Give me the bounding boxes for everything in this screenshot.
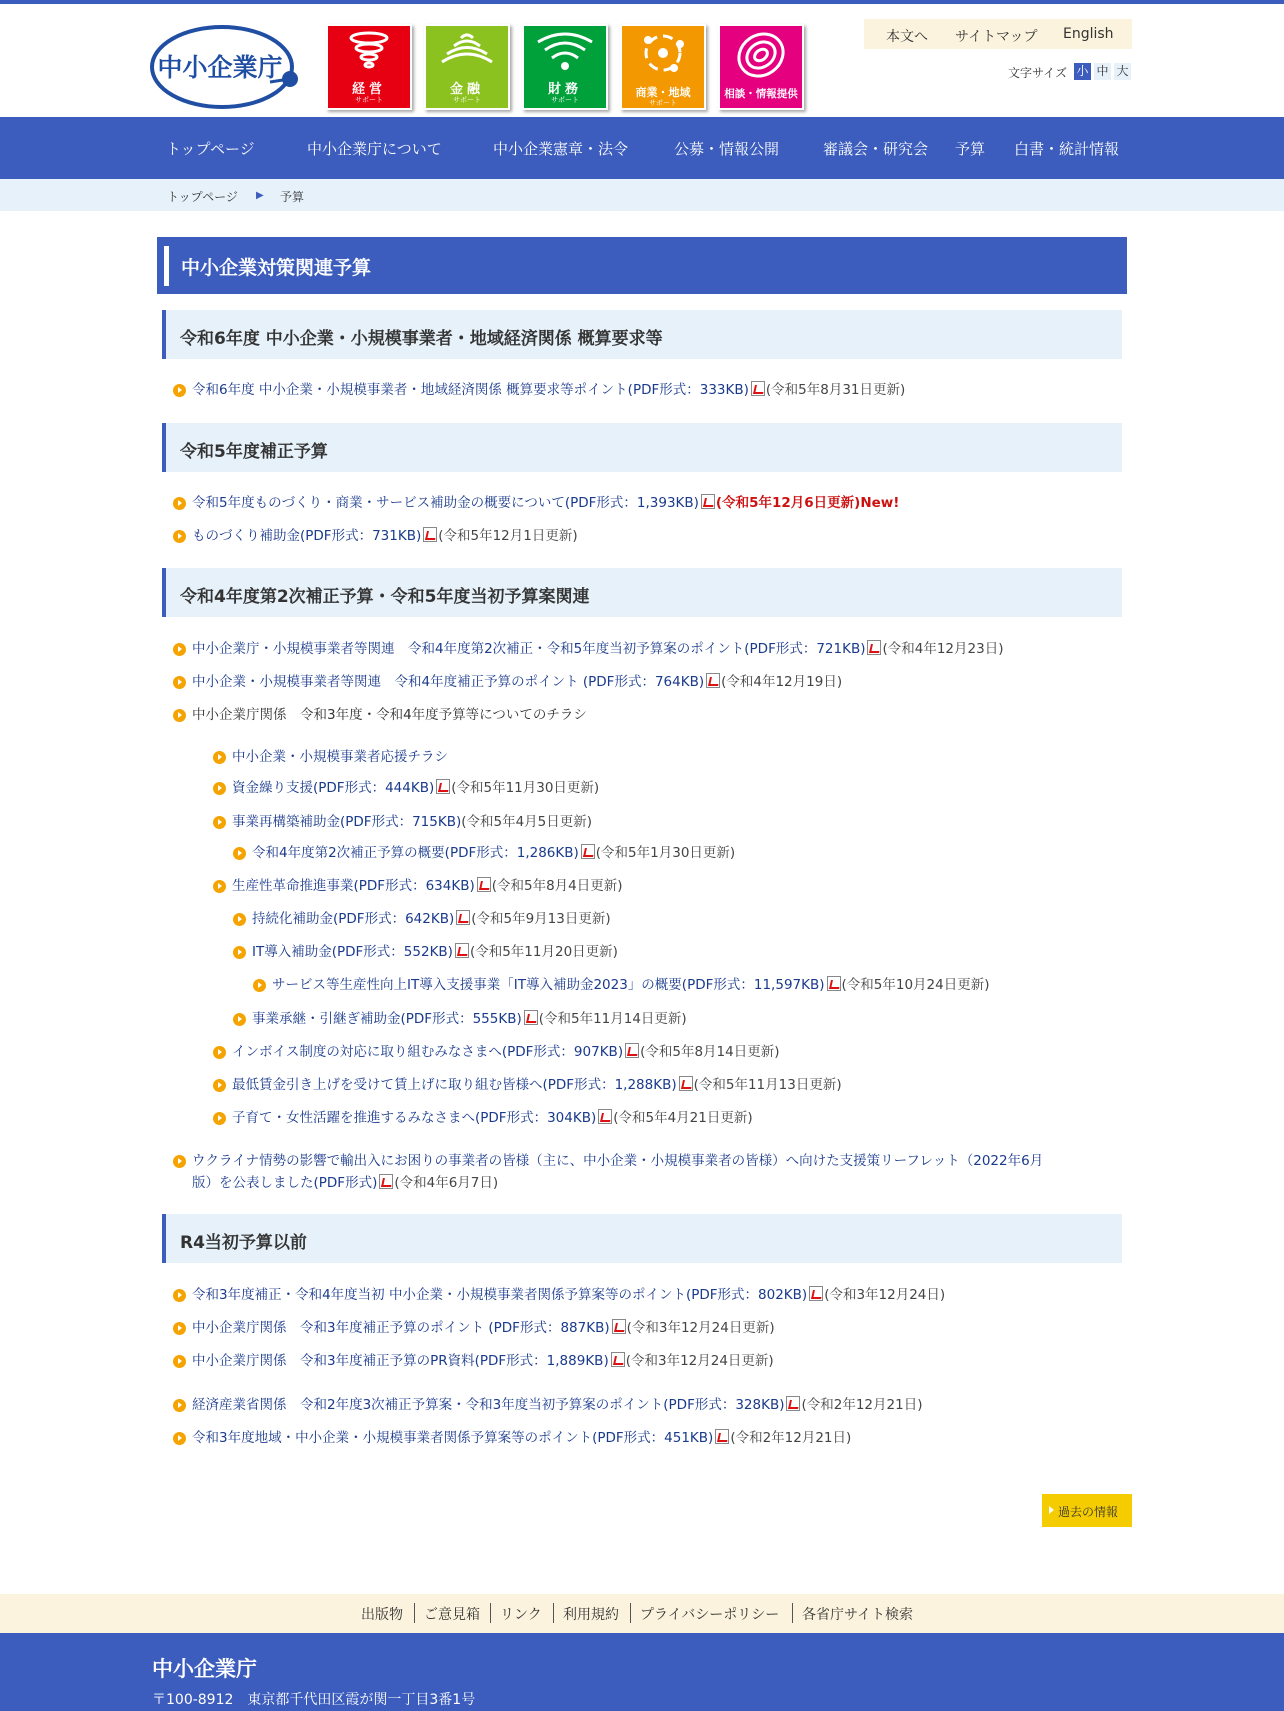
bullet-arrow-icon: [213, 1079, 226, 1092]
list-item: [232, 811, 592, 833]
tile-label: 経営: [351, 82, 386, 97]
pdf-icon: [827, 976, 841, 991]
update-date: (令和5年11月13日更新): [693, 1077, 842, 1093]
bullet-arrow-icon: [233, 913, 246, 926]
group-label: 中小企業庁関係 令和3年度・令和4年度予算等についてのチラシ: [192, 707, 587, 723]
update-date: (令和5年11月20日更新): [469, 944, 618, 960]
footer-links: [0, 1594, 1284, 1633]
list-item: [232, 777, 599, 799]
logo-text: 中小企業庁: [157, 53, 283, 82]
document-link[interactable]: 事業承継・引継ぎ補助金(PDF形式：555KB): [252, 1011, 522, 1027]
footer-divider: [553, 1603, 554, 1623]
update-date: (令和5年10月24日更新): [841, 977, 990, 993]
footer-link-links[interactable]: リンク: [500, 1607, 542, 1623]
list-item: [232, 746, 448, 768]
pdf-icon: [679, 1076, 693, 1091]
section-heading: [162, 423, 1122, 472]
arrow-right-icon: [1049, 1506, 1054, 1514]
pdf-icon: [809, 1286, 823, 1301]
list-item: [192, 1284, 945, 1306]
document-link[interactable]: 最低賃金引き上げを受けて賃上げに取り組む皆様へ(PDF形式：1,288KB): [232, 1077, 677, 1093]
pdf-icon: [477, 877, 491, 892]
tile-sublabel: サポート: [453, 96, 481, 104]
document-link[interactable]: 中小企業・小規模事業者応援チラシ: [232, 749, 448, 765]
tile-commerce-region-support[interactable]: [620, 24, 706, 110]
breadcrumb-current: 予算: [280, 190, 305, 204]
tile-sublabel: サポート: [551, 96, 579, 104]
footer-divider: [630, 1603, 631, 1623]
document-link[interactable]: 子育て・女性活躍を推進するみなさまへ(PDF形式：304KB): [232, 1110, 597, 1126]
pdf-icon: [786, 1396, 800, 1411]
font-size-large-button[interactable]: 大: [1114, 63, 1131, 80]
bullet-arrow-icon: [173, 1155, 186, 1168]
bullet-arrow-icon: [213, 1112, 226, 1125]
tile-finance-support[interactable]: [424, 24, 510, 110]
global-nav: [0, 117, 1284, 179]
target-rings-icon: [720, 26, 802, 84]
update-date: (令和5年8月4日更新): [491, 878, 623, 894]
document-link[interactable]: 中小企業・小規模事業者等関連 令和4年度補正予算のポイント (PDF形式：764KB): [192, 674, 705, 690]
document-link[interactable]: 令和5年度ものづくり・商業・サービス補助金の概要について(PDF形式：1,393KB): [192, 495, 699, 511]
bullet-arrow-icon: [173, 384, 186, 397]
page-title-banner: [157, 237, 1127, 294]
footer-address: 〒100-8912 東京都千代田区霞が関一丁目3番1号: [152, 1692, 476, 1708]
list-item: [192, 1350, 774, 1372]
document-link[interactable]: IT導入補助金(PDF形式：552KB): [252, 944, 453, 960]
pdf-icon: [524, 1010, 538, 1025]
document-link[interactable]: 令和4年度第2次補正予算の概要(PDF形式：1,286KB): [252, 845, 579, 861]
tile-sublabel: サポート: [355, 96, 383, 104]
document-link[interactable]: ウクライナ情勢の影響で輸出入にお困りの事業者の皆様（主に、中小企業・小規模事業者の皆様）へ向けた支援策リーフレット（2022年6月: [192, 1153, 1044, 1169]
tile-management-support[interactable]: [326, 24, 412, 110]
pdf-icon: [612, 1319, 626, 1334]
update-date: (令和5年11月14日更新): [538, 1011, 687, 1027]
list-item: [192, 1394, 922, 1416]
document-link[interactable]: 生産性革命推進事業(PDF形式：634KB): [232, 878, 475, 894]
nav-item-councils[interactable]: 審議会・研究会: [823, 140, 929, 158]
list-item: [232, 1074, 842, 1096]
bullet-arrow-icon: [173, 1399, 186, 1412]
nav-item-public-info[interactable]: 公募・情報公開: [674, 140, 780, 158]
pdf-icon: [867, 640, 881, 655]
document-link[interactable]: 経済産業省関係 令和2年度3次補正予算案・令和3年度当初予算案のポイント(PDF形式：328KB): [192, 1397, 785, 1413]
list-item: [252, 842, 735, 864]
update-date: (令和3年12月24日更新): [626, 1320, 775, 1336]
pdf-icon: [455, 943, 469, 958]
nav-item-top[interactable]: トップページ: [166, 140, 255, 158]
pdf-icon: [611, 1352, 625, 1367]
font-size-small-button[interactable]: 小: [1074, 63, 1091, 80]
pdf-icon: [456, 910, 470, 925]
skip-to-content-link[interactable]: 本文へ: [886, 29, 928, 45]
footer-link-publications[interactable]: 出版物: [361, 1607, 403, 1623]
pdf-icon: [715, 1429, 729, 1444]
bullet-arrow-icon: [173, 497, 186, 510]
english-link[interactable]: English: [1063, 26, 1114, 42]
document-link[interactable]: 資金繰り支援(PDF形式：444KB): [232, 780, 435, 796]
site-logo[interactable]: [150, 24, 300, 110]
update-date: (令和4年6月7日): [394, 1175, 499, 1191]
list-item: [232, 1041, 779, 1063]
past-info-button[interactable]: [1042, 1494, 1132, 1527]
list-item: [192, 704, 587, 726]
pdf-icon: [706, 673, 720, 688]
document-link[interactable]: 版）を公表しました(PDF形式): [192, 1175, 378, 1191]
bullet-arrow-icon: [173, 676, 186, 689]
list-item: [252, 941, 618, 963]
pdf-icon: [436, 779, 450, 794]
update-date: (令和5年8月14日更新): [640, 1044, 780, 1060]
footer-link-ministry-search[interactable]: 各省庁サイト検索: [802, 1607, 914, 1623]
breadcrumb-home-link[interactable]: トップページ: [167, 190, 238, 204]
document-link[interactable]: インボイス制度の対応に取り組むみなさまへ(PDF形式：907KB): [232, 1044, 624, 1060]
tile-label: 財務: [547, 82, 582, 97]
update-date: (令和5年8月31日更新): [765, 382, 906, 398]
section-title: 令和6年度 中小企業・小規模事業者・地域経済関係 概算要求等: [180, 329, 663, 349]
list-item: [192, 492, 899, 514]
signal-waves-icon: [524, 26, 606, 76]
list-item: [192, 638, 1003, 660]
bullet-arrow-icon: [233, 847, 246, 860]
section-title: 令和4年度第2次補正予算・令和5年度当初予算案関連: [180, 587, 590, 607]
bullet-arrow-icon: [173, 1289, 186, 1302]
bullet-arrow-icon: [213, 751, 226, 764]
breadcrumb: [0, 179, 1284, 211]
font-size-label: 文字サイズ: [1008, 66, 1068, 80]
coin-stack-icon: [426, 26, 508, 76]
bullet-arrow-icon: [213, 880, 226, 893]
section-title: 令和5年度補正予算: [180, 442, 328, 462]
update-date-new: (令和5年12月6日更新)New!: [715, 495, 900, 511]
list-item: [192, 525, 578, 547]
tile-label: 商業・地域: [635, 86, 691, 99]
site-footer: [0, 1633, 1284, 1711]
section-heading: [162, 568, 1122, 617]
pdf-icon: [379, 1174, 393, 1189]
bullet-arrow-icon: [173, 1432, 186, 1445]
update-date: (令和4年12月23日): [882, 641, 1004, 657]
update-date: (令和2年12月21日): [730, 1430, 852, 1446]
pdf-icon: [581, 844, 595, 859]
breadcrumb-separator-icon: ▶: [256, 190, 264, 201]
title-accent-bar: [164, 246, 169, 286]
list-item: [272, 974, 989, 996]
list-item: [252, 1008, 687, 1030]
pdf-icon: [423, 527, 437, 542]
update-date: (令和4年12月19日): [721, 674, 843, 690]
list-item: [252, 908, 611, 930]
pdf-icon: [751, 381, 765, 396]
list-item: [232, 1107, 753, 1129]
update-date: (令和2年12月21日): [801, 1397, 923, 1413]
tile-accounting-support[interactable]: [522, 24, 608, 110]
document-link[interactable]: 中小企業庁・小規模事業者等関連 令和4年度第2次補正・令和5年度当初予算案のポイント(PDF形式：721KB): [192, 641, 866, 657]
list-item-continuation: [192, 1172, 498, 1194]
document-link[interactable]: サービス等生産性向上IT導入支援事業「IT導入補助金2023」の概要(PDF形式：11,597KB): [272, 977, 825, 993]
bullet-arrow-icon: [233, 1013, 246, 1026]
nav-item-about[interactable]: 中小企業庁について: [307, 140, 442, 158]
document-link[interactable]: 中小企業庁関係 令和3年度補正予算のポイント (PDF形式：887KB): [192, 1320, 610, 1336]
bullet-arrow-icon: [173, 1322, 186, 1335]
list-item: [192, 379, 905, 401]
tile-sublabel: サポート: [649, 99, 677, 107]
orbit-icon: [622, 26, 704, 80]
tile-consultation-info[interactable]: [718, 24, 804, 110]
bullet-arrow-icon: [213, 1046, 226, 1059]
document-link[interactable]: ものづくり補助金(PDF形式：731KB): [192, 528, 422, 544]
pdf-icon: [701, 494, 715, 509]
bullet-arrow-icon: [233, 946, 246, 959]
nav-item-whitepaper[interactable]: 白書・統計情報: [1014, 140, 1120, 158]
bullet-arrow-icon: [253, 979, 266, 992]
footer-divider: [490, 1603, 491, 1623]
bullet-arrow-icon: [213, 816, 226, 829]
logo-emblem: [150, 24, 300, 110]
section-title: R4当初予算以前: [180, 1233, 307, 1253]
footer-link-feedback[interactable]: ご意見箱: [424, 1607, 480, 1623]
bullet-arrow-icon: [173, 643, 186, 656]
bullet-arrow-icon: [173, 709, 186, 722]
update-date: (令和3年12月24日): [824, 1287, 946, 1303]
section-heading: [162, 1214, 1122, 1263]
footer-org-name: 中小企業庁: [152, 1657, 257, 1681]
footer-link-privacy[interactable]: プライバシーポリシー: [640, 1607, 780, 1623]
bullet-arrow-icon: [213, 782, 226, 795]
sitemap-link[interactable]: サイトマップ: [955, 29, 1038, 45]
document-link[interactable]: 事業再構築補助金(PDF形式：715KB): [232, 814, 462, 830]
bullet-arrow-icon: [173, 1355, 186, 1368]
nav-item-budget[interactable]: 予算: [955, 140, 986, 158]
update-date: (令和5年1月30日更新): [595, 845, 736, 861]
footer-link-terms[interactable]: 利用規約: [563, 1607, 619, 1623]
pdf-icon: [625, 1043, 639, 1058]
utility-links: [864, 19, 1132, 49]
pdf-icon: [598, 1109, 612, 1124]
update-date: (令和3年12月24日更新): [625, 1353, 774, 1369]
document-link[interactable]: 持続化補助金(PDF形式：642KB): [252, 911, 455, 927]
footer-divider: [792, 1603, 793, 1623]
bullet-arrow-icon: [173, 530, 186, 543]
tornado-icon: [328, 26, 410, 76]
font-size-medium-button[interactable]: 中: [1094, 63, 1111, 80]
update-date: (令和5年9月13日更新): [471, 911, 611, 927]
nav-item-charter-laws[interactable]: 中小企業憲章・法令: [493, 140, 629, 158]
document-link[interactable]: 令和3年度地域・中小企業・小規模事業者関係予算案等のポイント(PDF形式：451KB): [192, 1430, 714, 1446]
document-link[interactable]: 中小企業庁関係 令和3年度補正予算のPR資料(PDF形式：1,889KB): [192, 1353, 609, 1369]
page-title: 中小企業対策関連予算: [181, 257, 372, 279]
section-heading: [162, 310, 1122, 359]
update-date: (令和5年4月21日更新): [613, 1110, 753, 1126]
list-item: [192, 1317, 775, 1339]
list-item: [192, 671, 842, 693]
tile-label: 金融: [449, 82, 484, 97]
list-item: [192, 1150, 1043, 1172]
document-link[interactable]: 令和6年度 中小企業・小規模事業者・地域経済関係 概算要求等ポイント(PDF形式：333KB): [192, 382, 749, 398]
past-info-label: 過去の情報: [1058, 1505, 1119, 1519]
update-date: (令和5年4月5日更新): [461, 814, 593, 830]
footer-divider: [414, 1603, 415, 1623]
list-item: [192, 1427, 851, 1449]
update-date: (令和5年12月1日更新): [438, 528, 578, 544]
update-date: (令和5年11月30日更新): [451, 780, 600, 796]
list-item: [232, 875, 623, 897]
site-header: [0, 4, 1284, 117]
tile-label: 相談・情報提供: [724, 88, 798, 100]
document-link[interactable]: 令和3年度補正・令和4年度当初 中小企業・小規模事業者関係予算案等のポイント(PDF形式：802KB): [192, 1287, 808, 1303]
